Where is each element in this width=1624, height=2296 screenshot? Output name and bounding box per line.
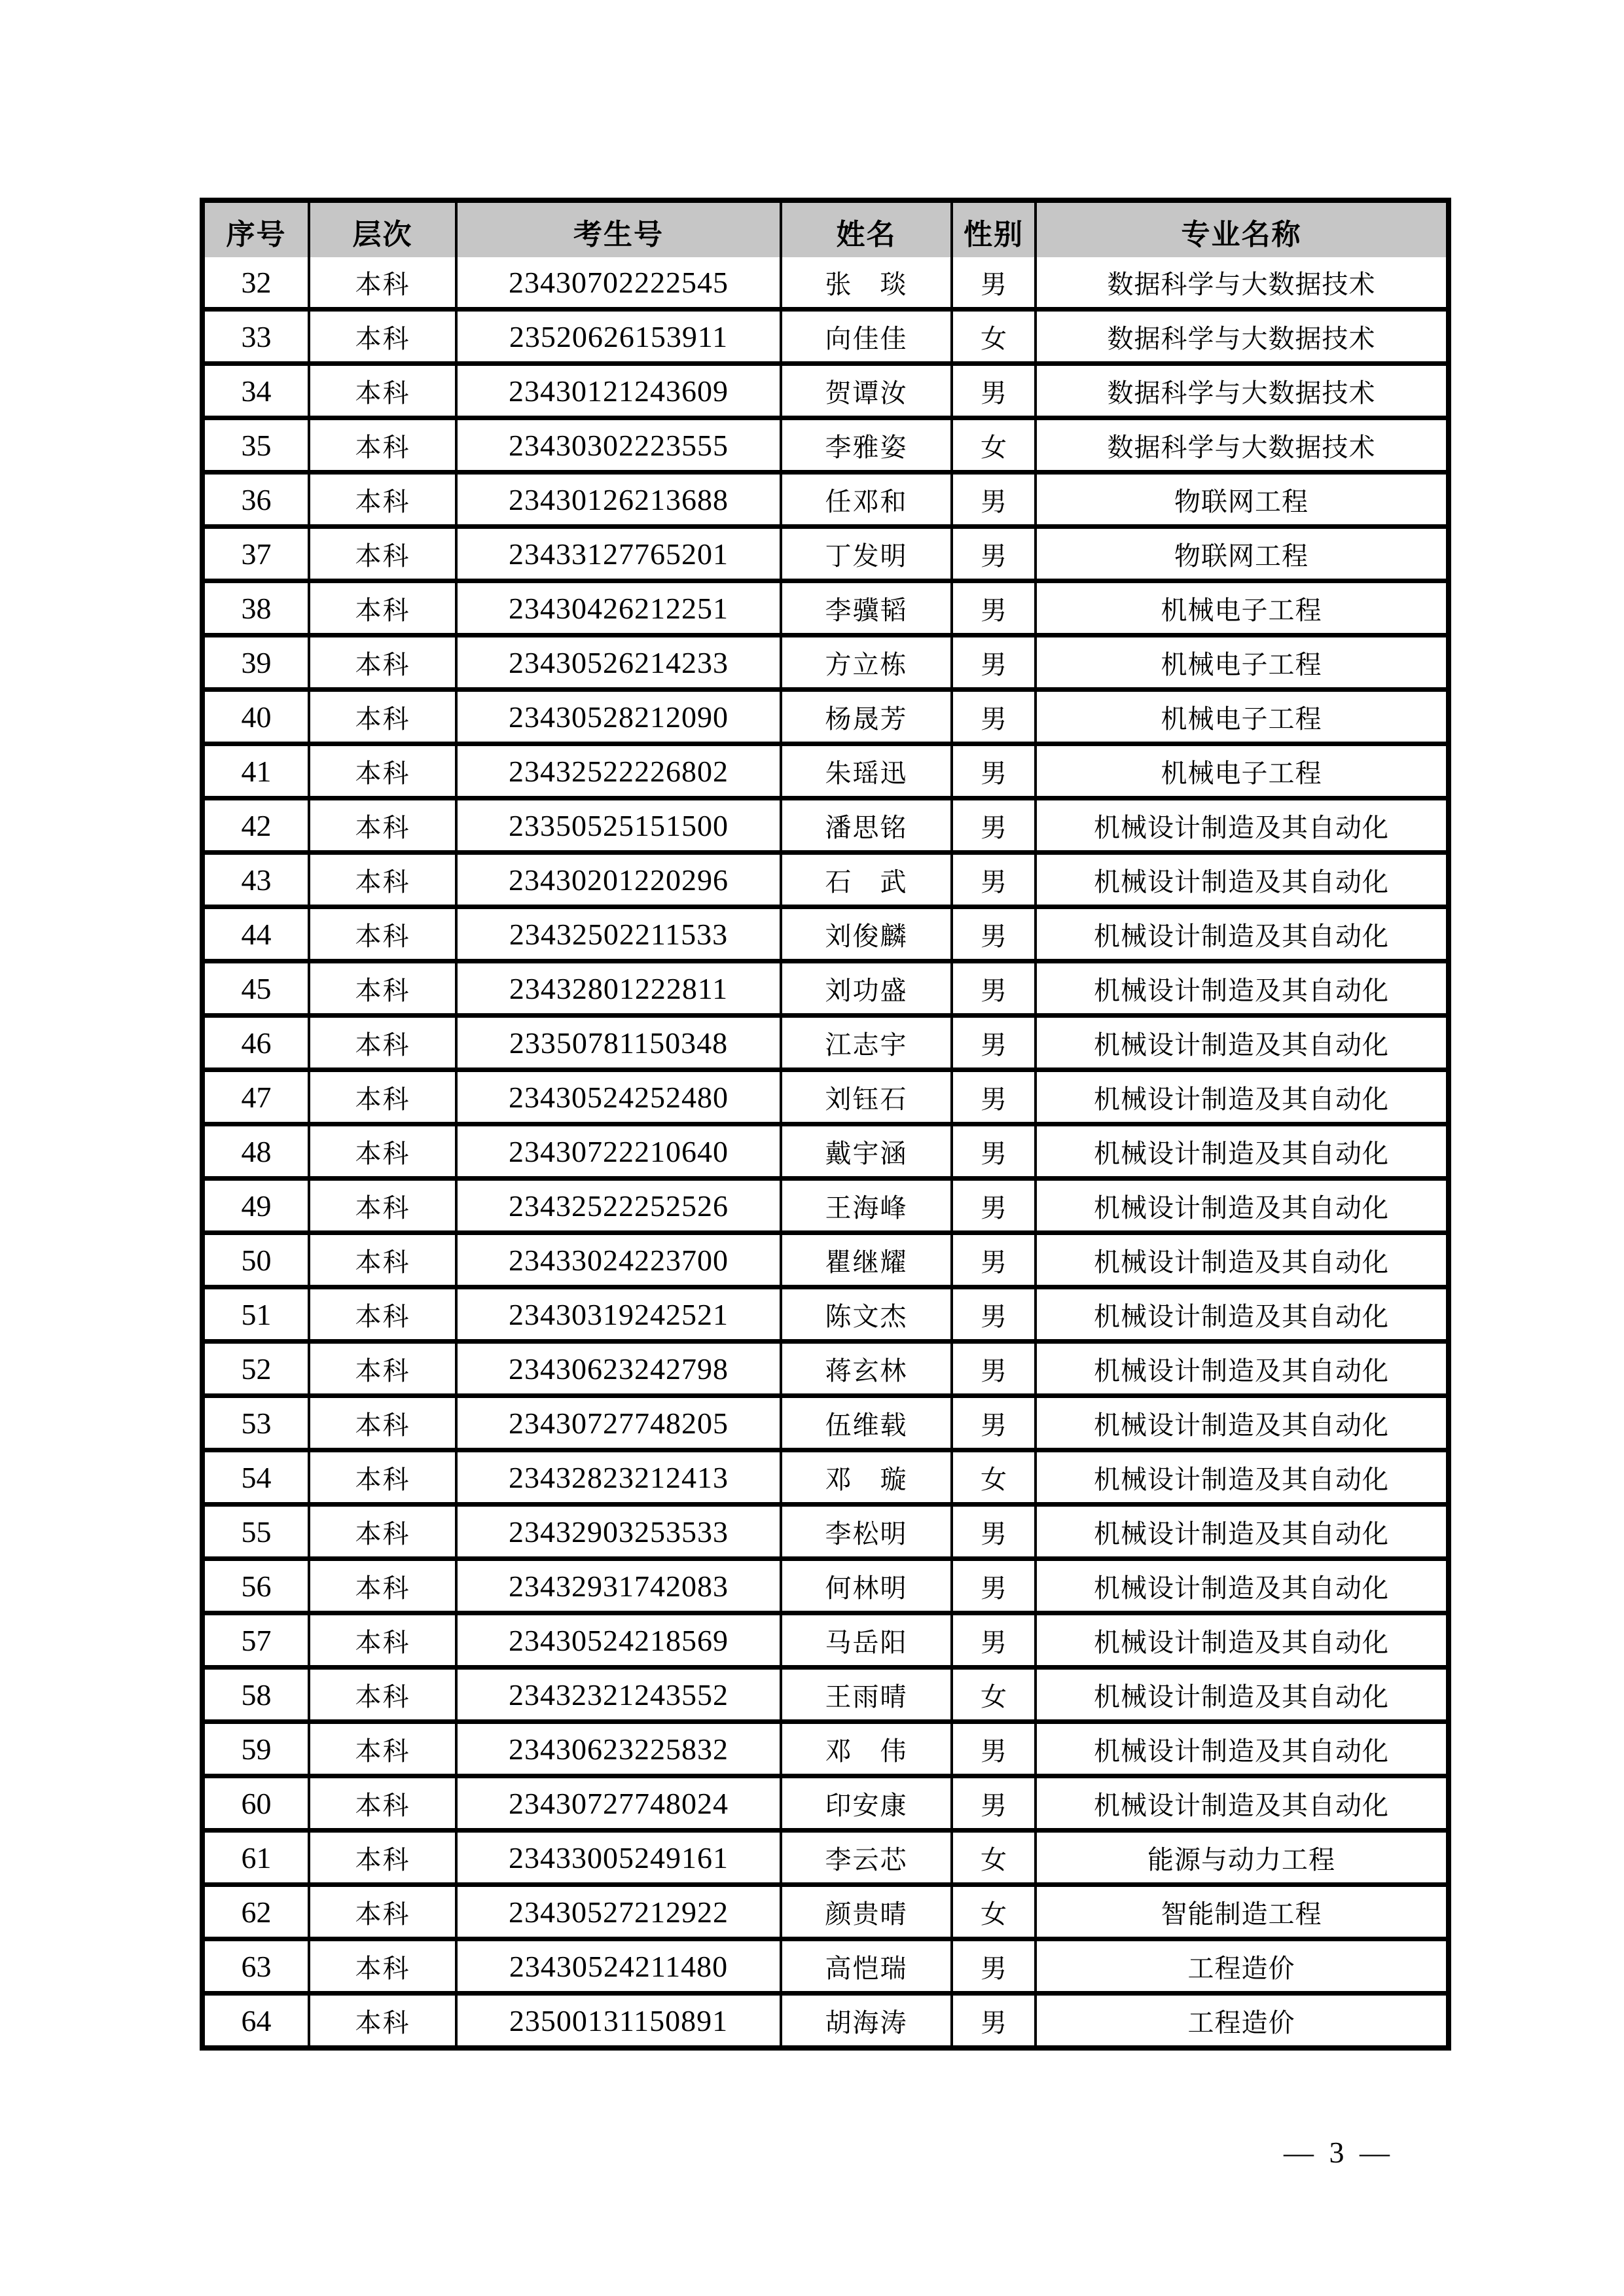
cell-level: 本科 (310, 1941, 455, 1991)
cell-name: 何林明 (782, 1561, 950, 1611)
cell-level: 本科 (310, 257, 455, 307)
cell-name: 向佳佳 (782, 312, 950, 361)
cell-exam-no: 23432931742083 (458, 1561, 780, 1611)
cell-exam-no: 23430302223555 (458, 420, 780, 470)
cell-name: 蒋玄林 (782, 1344, 950, 1393)
cell-level: 本科 (310, 1724, 455, 1774)
cell-major: 机械电子工程 (1037, 583, 1446, 633)
cell-no: 60 (205, 1778, 308, 1828)
cell-name: 颜贵晴 (782, 1887, 950, 1937)
cell-level: 本科 (310, 692, 455, 742)
cell-exam-no: 23430527212922 (458, 1887, 780, 1937)
cell-gender: 男 (953, 1126, 1034, 1176)
cell-exam-no: 23432502211533 (458, 909, 780, 959)
cell-exam-no: 23432522252526 (458, 1181, 780, 1230)
cell-no: 43 (205, 855, 308, 905)
cell-gender: 男 (953, 963, 1034, 1013)
cell-gender: 男 (953, 1561, 1034, 1611)
cell-gender: 女 (953, 420, 1034, 470)
cell-gender: 男 (953, 366, 1034, 416)
cell-level: 本科 (310, 312, 455, 361)
cell-no: 56 (205, 1561, 308, 1611)
cell-exam-no: 23430121243609 (458, 366, 780, 416)
cell-level: 本科 (310, 1452, 455, 1502)
cell-exam-no: 23350781150348 (458, 1018, 780, 1067)
cell-major: 数据科学与大数据技术 (1037, 366, 1446, 416)
cell-name: 瞿继耀 (782, 1235, 950, 1285)
cell-level: 本科 (310, 1670, 455, 1719)
header-cell-level: 层次 (310, 203, 455, 260)
cell-exam-no: 23430727748205 (458, 1398, 780, 1448)
cell-gender: 男 (953, 1344, 1034, 1393)
admission-list-table (200, 198, 1451, 2051)
cell-no: 44 (205, 909, 308, 959)
cell-name: 江志宇 (782, 1018, 950, 1067)
cell-exam-no: 23430319242521 (458, 1289, 780, 1339)
cell-major: 机械设计制造及其自动化 (1037, 1670, 1446, 1719)
cell-level: 本科 (310, 1181, 455, 1230)
cell-name: 邓 璇 (782, 1452, 950, 1502)
cell-no: 48 (205, 1126, 308, 1176)
cell-no: 59 (205, 1724, 308, 1774)
cell-no: 35 (205, 420, 308, 470)
cell-no: 32 (205, 257, 308, 307)
cell-major: 机械设计制造及其自动化 (1037, 909, 1446, 959)
cell-major: 机械设计制造及其自动化 (1037, 1398, 1446, 1448)
cell-no: 51 (205, 1289, 308, 1339)
cell-gender: 女 (953, 1887, 1034, 1937)
cell-no: 53 (205, 1398, 308, 1448)
cell-major: 机械设计制造及其自动化 (1037, 1072, 1446, 1122)
cell-exam-no: 23500131150891 (458, 1996, 780, 2045)
cell-name: 李云芯 (782, 1833, 950, 1882)
cell-major: 工程造价 (1037, 1941, 1446, 1991)
cell-level: 本科 (310, 1996, 455, 2045)
cell-major: 工程造价 (1037, 1996, 1446, 2045)
cell-name: 贺谭汝 (782, 366, 950, 416)
cell-level: 本科 (310, 909, 455, 959)
cell-exam-no: 23432903253533 (458, 1507, 780, 1556)
cell-no: 34 (205, 366, 308, 416)
cell-name: 李松明 (782, 1507, 950, 1556)
cell-gender: 男 (953, 692, 1034, 742)
cell-exam-no: 23430727748024 (458, 1778, 780, 1828)
cell-level: 本科 (310, 1887, 455, 1937)
cell-level: 本科 (310, 855, 455, 905)
cell-no: 46 (205, 1018, 308, 1067)
cell-name: 杨晟芳 (782, 692, 950, 742)
cell-major: 机械设计制造及其自动化 (1037, 855, 1446, 905)
cell-gender: 女 (953, 1452, 1034, 1502)
cell-no: 63 (205, 1941, 308, 1991)
cell-level: 本科 (310, 963, 455, 1013)
cell-level: 本科 (310, 1561, 455, 1611)
cell-gender: 男 (953, 1941, 1034, 1991)
cell-major: 数据科学与大数据技术 (1037, 257, 1446, 307)
cell-name: 朱瑶迅 (782, 746, 950, 796)
cell-exam-no: 23430526214233 (458, 637, 780, 687)
cell-name: 王雨晴 (782, 1670, 950, 1719)
cell-gender: 男 (953, 529, 1034, 579)
cell-name: 刘俊麟 (782, 909, 950, 959)
cell-major: 机械设计制造及其自动化 (1037, 1235, 1446, 1285)
cell-level: 本科 (310, 1778, 455, 1828)
cell-major: 数据科学与大数据技术 (1037, 312, 1446, 361)
cell-gender: 男 (953, 1507, 1034, 1556)
cell-major: 机械设计制造及其自动化 (1037, 1615, 1446, 1665)
header-cell-name: 姓名 (782, 203, 950, 260)
cell-exam-no: 23432801222811 (458, 963, 780, 1013)
cell-no: 45 (205, 963, 308, 1013)
cell-name: 张 琰 (782, 257, 950, 307)
cell-no: 57 (205, 1615, 308, 1665)
cell-no: 52 (205, 1344, 308, 1393)
cell-gender: 男 (953, 1235, 1034, 1285)
cell-gender: 男 (953, 1181, 1034, 1230)
cell-no: 50 (205, 1235, 308, 1285)
cell-no: 61 (205, 1833, 308, 1882)
cell-name: 丁发明 (782, 529, 950, 579)
cell-no: 54 (205, 1452, 308, 1502)
cell-name: 李雅姿 (782, 420, 950, 470)
cell-exam-no: 23430524218569 (458, 1615, 780, 1665)
cell-name: 伍维载 (782, 1398, 950, 1448)
cell-exam-no: 23430623225832 (458, 1724, 780, 1774)
cell-major: 机械设计制造及其自动化 (1037, 1561, 1446, 1611)
cell-exam-no: 23430702222545 (458, 257, 780, 307)
cell-major: 机械设计制造及其自动化 (1037, 1181, 1446, 1230)
cell-exam-no: 23432321243552 (458, 1670, 780, 1719)
cell-gender: 男 (953, 1615, 1034, 1665)
header-cell-gender: 性别 (953, 203, 1034, 260)
cell-no: 47 (205, 1072, 308, 1122)
cell-no: 36 (205, 475, 308, 524)
cell-exam-no: 23430426212251 (458, 583, 780, 633)
header-cell-exam_no: 考生号 (458, 203, 780, 260)
cell-gender: 女 (953, 312, 1034, 361)
cell-level: 本科 (310, 1289, 455, 1339)
cell-no: 42 (205, 800, 308, 850)
cell-major: 数据科学与大数据技术 (1037, 420, 1446, 470)
cell-exam-no: 23350525151500 (458, 800, 780, 850)
cell-level: 本科 (310, 1507, 455, 1556)
cell-gender: 男 (953, 746, 1034, 796)
cell-gender: 女 (953, 1670, 1034, 1719)
cell-exam-no: 23430528212090 (458, 692, 780, 742)
cell-name: 方立栋 (782, 637, 950, 687)
page-number: — 3 — (1284, 2136, 1394, 2169)
cell-exam-no: 23433024223700 (458, 1235, 780, 1285)
cell-major: 机械设计制造及其自动化 (1037, 963, 1446, 1013)
cell-gender: 男 (953, 1018, 1034, 1067)
cell-major: 机械设计制造及其自动化 (1037, 1344, 1446, 1393)
cell-level: 本科 (310, 1126, 455, 1176)
cell-level: 本科 (310, 1018, 455, 1067)
cell-level: 本科 (310, 1833, 455, 1882)
cell-exam-no: 23430126213688 (458, 475, 780, 524)
cell-no: 33 (205, 312, 308, 361)
cell-level: 本科 (310, 800, 455, 850)
cell-level: 本科 (310, 529, 455, 579)
cell-gender: 男 (953, 1289, 1034, 1339)
cell-gender: 男 (953, 1072, 1034, 1122)
cell-no: 49 (205, 1181, 308, 1230)
cell-major: 机械设计制造及其自动化 (1037, 1289, 1446, 1339)
cell-level: 本科 (310, 583, 455, 633)
cell-level: 本科 (310, 1235, 455, 1285)
cell-exam-no: 23430201220296 (458, 855, 780, 905)
cell-gender: 男 (953, 583, 1034, 633)
cell-level: 本科 (310, 1398, 455, 1448)
cell-gender: 男 (953, 855, 1034, 905)
cell-exam-no: 23520626153911 (458, 312, 780, 361)
cell-no: 62 (205, 1887, 308, 1937)
cell-name: 马岳阳 (782, 1615, 950, 1665)
cell-gender: 男 (953, 1778, 1034, 1828)
cell-no: 64 (205, 1996, 308, 2045)
cell-no: 55 (205, 1507, 308, 1556)
cell-name: 王海峰 (782, 1181, 950, 1230)
cell-name: 印安康 (782, 1778, 950, 1828)
cell-exam-no: 23430524252480 (458, 1072, 780, 1122)
cell-exam-no: 23430623242798 (458, 1344, 780, 1393)
cell-name: 陈文杰 (782, 1289, 950, 1339)
cell-gender: 男 (953, 800, 1034, 850)
header-cell-major: 专业名称 (1037, 203, 1446, 260)
cell-major: 物联网工程 (1037, 529, 1446, 579)
cell-name: 任邓和 (782, 475, 950, 524)
cell-gender: 男 (953, 257, 1034, 307)
cell-level: 本科 (310, 746, 455, 796)
cell-no: 39 (205, 637, 308, 687)
cell-no: 40 (205, 692, 308, 742)
cell-no: 37 (205, 529, 308, 579)
cell-exam-no: 23432522226802 (458, 746, 780, 796)
cell-level: 本科 (310, 637, 455, 687)
header-cell-no: 序号 (205, 203, 308, 260)
cell-major: 机械设计制造及其自动化 (1037, 1018, 1446, 1067)
cell-level: 本科 (310, 475, 455, 524)
cell-level: 本科 (310, 420, 455, 470)
cell-name: 李骥韬 (782, 583, 950, 633)
cell-gender: 女 (953, 1833, 1034, 1882)
cell-gender: 男 (953, 1996, 1034, 2045)
cell-gender: 男 (953, 637, 1034, 687)
cell-name: 潘思铭 (782, 800, 950, 850)
cell-major: 能源与动力工程 (1037, 1833, 1446, 1882)
cell-no: 41 (205, 746, 308, 796)
cell-name: 戴宇涵 (782, 1126, 950, 1176)
cell-major: 机械设计制造及其自动化 (1037, 1126, 1446, 1176)
cell-exam-no: 23433127765201 (458, 529, 780, 579)
cell-name: 石 武 (782, 855, 950, 905)
cell-level: 本科 (310, 1072, 455, 1122)
cell-level: 本科 (310, 1615, 455, 1665)
cell-gender: 男 (953, 1724, 1034, 1774)
cell-major: 机械设计制造及其自动化 (1037, 1452, 1446, 1502)
cell-major: 机械电子工程 (1037, 637, 1446, 687)
cell-name: 高恺瑞 (782, 1941, 950, 1991)
cell-level: 本科 (310, 366, 455, 416)
cell-name: 刘功盛 (782, 963, 950, 1013)
cell-gender: 男 (953, 909, 1034, 959)
cell-no: 58 (205, 1670, 308, 1719)
cell-gender: 男 (953, 1398, 1034, 1448)
cell-name: 刘钰石 (782, 1072, 950, 1122)
cell-exam-no: 23430524211480 (458, 1941, 780, 1991)
cell-major: 机械设计制造及其自动化 (1037, 1724, 1446, 1774)
cell-major: 物联网工程 (1037, 475, 1446, 524)
cell-gender: 男 (953, 475, 1034, 524)
cell-exam-no: 23432823212413 (458, 1452, 780, 1502)
cell-major: 机械电子工程 (1037, 692, 1446, 742)
cell-no: 38 (205, 583, 308, 633)
cell-major: 机械设计制造及其自动化 (1037, 1778, 1446, 1828)
cell-exam-no: 23433005249161 (458, 1833, 780, 1882)
cell-exam-no: 23430722210640 (458, 1126, 780, 1176)
cell-major: 智能制造工程 (1037, 1887, 1446, 1937)
cell-major: 机械电子工程 (1037, 746, 1446, 796)
cell-level: 本科 (310, 1344, 455, 1393)
cell-name: 邓 伟 (782, 1724, 950, 1774)
cell-major: 机械设计制造及其自动化 (1037, 800, 1446, 850)
cell-name: 胡海涛 (782, 1996, 950, 2045)
cell-major: 机械设计制造及其自动化 (1037, 1507, 1446, 1556)
